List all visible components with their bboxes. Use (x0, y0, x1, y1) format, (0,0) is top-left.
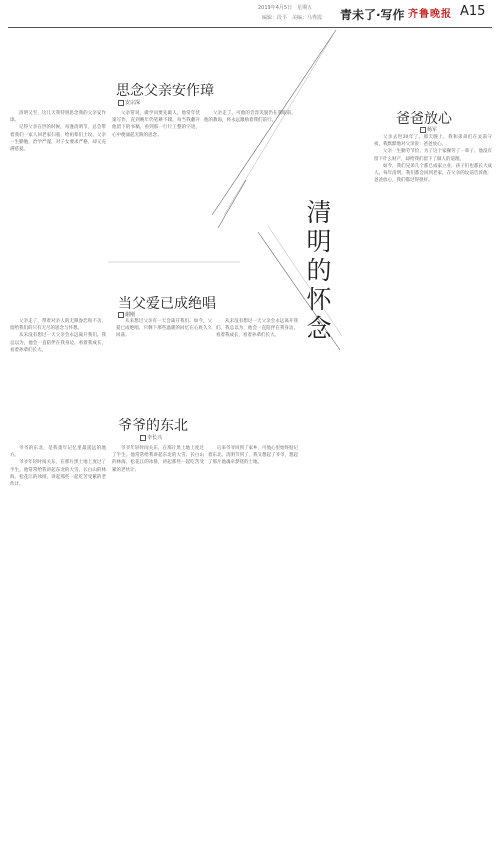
article-title: 爸爸放心 (396, 111, 452, 127)
byline-square-icon (140, 435, 146, 441)
editor-credits: 编辑：段平 美编：马秀霞 (262, 15, 323, 21)
newspaper-logo: 齐鲁晚报 (408, 9, 452, 20)
issue-date: 2019年4月5日 星期五 (258, 5, 313, 11)
article-title: 爷爷的东北 (118, 418, 188, 434)
column-name: 青未了·写作 (340, 8, 405, 22)
article-body: 后来爷爷回到了家乡，可他心里始终惦记着东北。清明节到了，我又想起了爷爷，想起了那片他魂牵梦绕的土地。 (208, 446, 298, 466)
article-body: 父亲走了，带着对亲人的无限眷恋和不舍，留给我们的只有无尽的思念与怀想。 从未没有想过一天父亲会永远离开我们。我总以为，他会一直陪伴在我身边，看着我成长，看着孙辈们长大。 (10, 319, 106, 353)
article-body: 爷爷的东北，是我童年记忆里最遥远的地方。 爷爷年轻时闯关东，在那片黑土地上度过了半生。他常常给我讲起东北的大雪、长白山的林海、松花江的冰排，讲起那些一起吃苦受累的老伙计。 (10, 446, 106, 488)
article-body: 从未没有想过一天父亲会永远离开我们。我总以为，他会一直陪伴在我身边，看着我成长，看着孙辈们长大。 (216, 319, 298, 339)
article-byline: 杨军 (420, 126, 437, 133)
article-body: 从来想过父亲有一天会离开我们。如今，父爱已成绝唱，只剩下那些温暖的回忆在心底久久回荡。 (116, 319, 212, 339)
byline-square-icon (420, 127, 426, 133)
article-title: 思念父亲安作璋 (116, 83, 214, 99)
byline-square-icon (118, 312, 124, 318)
article-body: 父亲常说，做学问要先做人。他常年伏案写作，直到晚年仍笔耕不辍。每当我翻开他留下的书稿，看到那一行行工整的字迹，心中便涌起无限的思念。 (112, 111, 200, 138)
article-byline: 谢刚 (118, 311, 135, 318)
article-body: 清明又至，这几天我特别思念我的父亲安作璋。 记得父亲在世的时候，每逢清明节，总会带着我们一家人回老家扫墓，给祖辈们上坟。父亲一生勤勉，治学严谨，对子女要求严格，却又充满慈爱。 (10, 111, 106, 153)
article-body: 爷爷年轻时闯关东，在那片黑土地上度过了半生。他常常给我讲起东北的大雪、长白山的林海、松花江的冰排，讲起那些一起吃苦受累的老伙计。 (112, 446, 204, 473)
page-number: A15 (460, 4, 486, 19)
article-title: 当父爱已成绝唱 (118, 296, 216, 312)
article-byline: 李长兴 (140, 434, 162, 441)
section-theme-title: 清明的怀念 (306, 198, 332, 343)
article-byline: 安宗深 (118, 99, 140, 106)
byline-square-icon (118, 100, 124, 106)
article-body: 父亲走了，可他的音容笑貌仍在我眼前。他的教诲，将永远激励着我们前行。 (204, 111, 296, 124)
article-body: 父亲去世30年了。那天晚上，我和弟弟们在灵前守夜，我默默地对父亲说：爸爸放心。 父亲一生勤劳节俭，为了这个家操劳了一辈子。他没有留下什么财产，却给我们留下了做人的道理。 如今，我们兄弟几个都已成家立业，孩子们也都长大成人。每年清明，我们都会回到老家，在父亲的坟前告诉他：爸爸放心，我们都过得很好。 (374, 135, 492, 184)
